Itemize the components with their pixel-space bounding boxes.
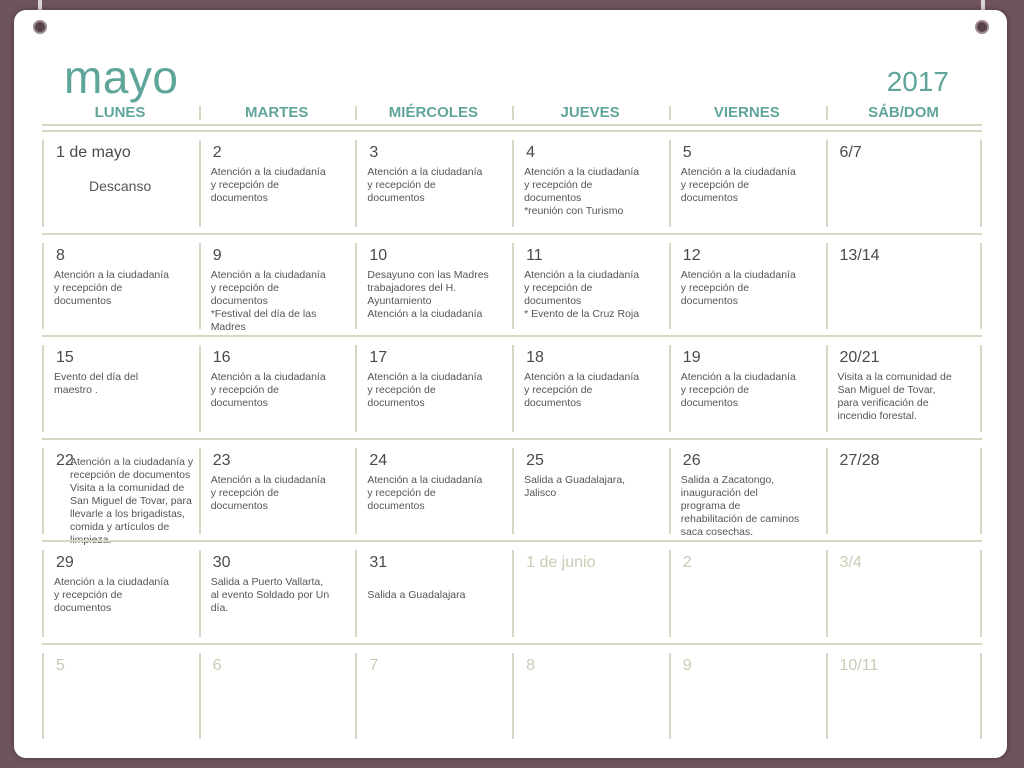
day-number: 9 [682,656,692,674]
day-number: 19 [682,349,701,366]
binder-hole-right [975,20,989,34]
day-number: 25 [526,451,544,469]
day-note: Atención a la ciudadanía y recepción de documentos [54,268,170,307]
day-note: Salida a Guadalajara [367,589,466,601]
day-note: Evento del día del maestro . [54,371,139,396]
day-number: 11 [526,246,543,264]
day-note: Desayuno con las Madres trabajadores del H. Ayuntamiento Atención a la ciudadanía [367,268,489,320]
weekday-divider [199,106,201,120]
day-cell[interactable] [199,243,355,333]
day-note: Atención a la ciudadanía y recepción de documentos [524,371,640,409]
day-note: Atención a la ciudadanía y recepción de documentos [680,268,796,307]
weekday-1: MARTES [245,104,309,121]
weekday-divider [826,106,828,120]
weekday-5: SÁB/DOM [868,104,939,121]
day-number: 2 [212,144,222,161]
day-number: 5 [682,144,692,161]
day-number: 6 [212,656,222,674]
day-note: Atención a la ciudadanía y recepción de documentos [210,473,326,512]
day-number: 18 [526,349,544,366]
day-cell[interactable] [512,653,668,740]
day-cell[interactable] [355,653,511,740]
day-note: Salida a Guadalajara, Jalisco [524,473,626,499]
day-cell[interactable] [669,243,825,330]
day-number: 8 [56,246,65,264]
day-note: Atención a la ciudadanía y recepción de documentos * Evento de la Cruz Roja [524,268,640,320]
day-number: 7 [369,656,379,674]
day-cell[interactable] [826,550,982,637]
week-row [42,335,982,438]
weekday-0: LUNES [94,104,146,121]
day-note: Atención a la ciudadanía y recepción de documentos *Festival del día de las Madres [210,268,326,333]
weekday-2: MIÉRCOLES [388,104,478,121]
day-number: 26 [682,451,701,469]
day-note: Atención a la ciudadanía y recepción de documentos [367,473,483,512]
day-cell[interactable] [669,550,825,637]
day-number: 3/4 [839,554,862,571]
day-note: Atención a la ciudadanía y recepción de documentos [210,166,326,204]
day-number: 12 [682,246,701,264]
day-cell[interactable] [512,345,668,432]
day-cell[interactable] [199,345,355,432]
day-note: Atención a la ciudadanía y recepción de documentos [367,371,483,409]
day-number: 1 de junio [526,554,596,571]
day-cell[interactable] [42,345,198,432]
weekday-divider [512,106,514,120]
year-title: 2017 [886,66,949,97]
day-cell[interactable] [669,448,825,538]
day-cell[interactable] [355,345,511,432]
day-number: 30 [212,554,231,571]
day-number: 31 [369,554,388,571]
day-cell[interactable] [42,448,198,546]
day-note: Atención a la ciudadanía y recepción de documentos *reunión con Turismo [524,166,640,217]
day-note: Atención a la ciudadanía y recepción de documentos [680,166,796,204]
day-number: 5 [56,656,65,674]
weekday-4: VIERNES [713,104,780,121]
day-number: 6/7 [839,144,862,161]
day-note: Atención a la ciudadanía y recepción de documentos Visita a la comunidad de San Miguel de Tovar, para llevarle a los brigadistas, comida y artículos de limpieza. [70,455,194,546]
day-number: 2 [682,554,692,571]
day-cell[interactable] [669,345,825,432]
day-number: 4 [526,144,535,161]
day-number: 9 [212,246,222,264]
day-note: Atención a la ciudadanía y recepción de documentos [680,371,796,409]
week-row [42,438,982,546]
day-cell[interactable] [512,243,668,330]
month-title: mayo [64,51,179,103]
day-cell[interactable] [355,140,511,227]
day-note: Salida a Zacatongo, inauguración del programa de rehabilitación de caminos saca cosechas. [680,473,800,538]
day-cell[interactable] [355,448,511,535]
weekday-divider [355,106,357,120]
day-cell[interactable] [669,653,825,740]
day-cell[interactable] [826,140,982,227]
weekday-header [42,104,982,126]
day-note: Salida a Puerto Vallarta, al evento Soldado por Un día. [210,576,330,614]
day-note: Atención a la ciudadanía y recepción de documentos [367,166,483,204]
day-number: 8 [526,656,535,674]
day-cell[interactable] [355,243,511,330]
binder-hole-left [33,20,47,34]
day-number: 20/21 [839,349,880,366]
day-cell[interactable] [826,448,982,535]
day-number: 13/14 [839,246,880,264]
day-number: 1 de mayo [56,144,131,161]
day-cell[interactable] [512,448,668,535]
day-number: 15 [56,349,74,366]
day-cell[interactable] [669,140,825,227]
day-cell[interactable] [42,243,198,330]
day-cell[interactable] [826,243,982,330]
day-cell[interactable] [199,550,355,637]
day-cell[interactable] [512,550,668,637]
day-cell[interactable] [199,140,355,227]
week-row [42,130,982,233]
weekday-3: JUEVES [560,104,620,121]
day-number: 3 [369,144,379,161]
week-row [42,643,982,746]
day-number: 23 [212,451,231,469]
day-number: 24 [369,451,388,469]
day-cell[interactable] [42,550,198,637]
day-cell[interactable] [199,653,355,740]
day-note: Atención a la ciudadanía y recepción de documentos [54,576,170,614]
day-cell[interactable] [512,140,668,227]
weekday-divider [669,106,671,120]
day-cell[interactable] [826,345,982,432]
day-number: 10/11 [839,656,879,674]
day-note: Visita a la comunidad de San Miguel de Tovar, para verificación de incendio forestal. [837,371,952,422]
day-number: 16 [212,349,231,366]
day-number: 29 [56,554,74,571]
day-cell[interactable] [199,448,355,535]
day-number: 27/28 [839,451,880,469]
day-cell[interactable] [826,653,982,740]
day-note: Atención a la ciudadanía y recepción de documentos [210,371,326,409]
day-cell[interactable] [355,550,511,637]
day-number: 17 [369,349,388,366]
day-cell[interactable] [42,653,198,740]
day-number: 10 [369,246,388,264]
day-note: Descanso [89,178,152,194]
day-cell[interactable] [42,140,198,227]
week-row [42,233,982,336]
day-number: 22 [56,451,74,469]
week-row [42,540,982,643]
